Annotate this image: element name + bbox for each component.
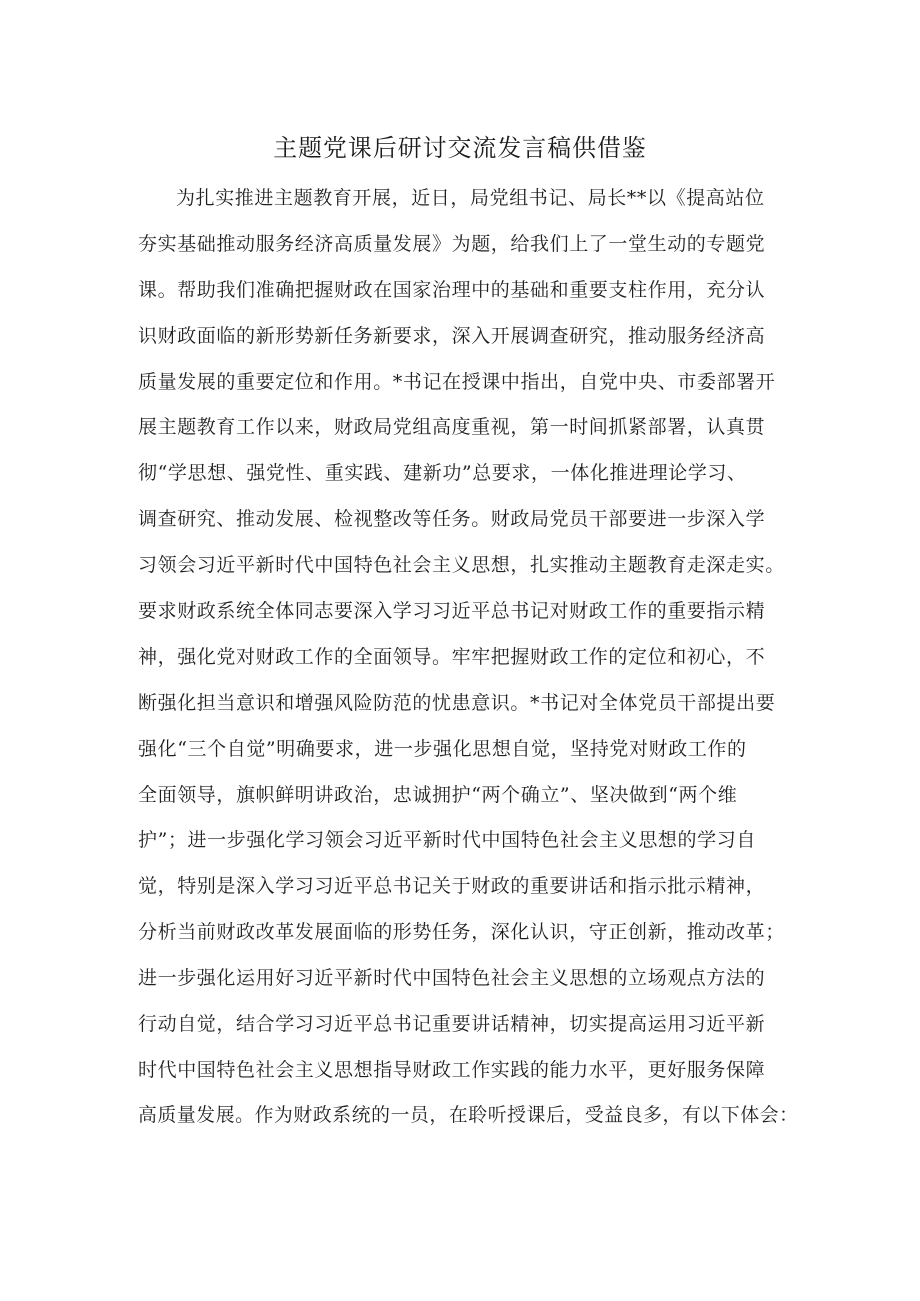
paragraph-line: 神，强化党对财政工作的全面领导。牢牢把握财政工作的定位和初心，不 xyxy=(138,645,766,668)
paragraph-line: 分析当前财政改革发展面临的形势任务，深化认识，守正创新，推动改革； xyxy=(138,921,785,944)
paragraph-line: 进一步强化运用好习近平新时代中国特色社会主义思想的立场观点方法的 xyxy=(138,967,766,990)
paragraph-line: 断强化担当意识和增强风险防范的忧患意识。*书记对全体党员干部提出要 xyxy=(138,691,776,714)
document-title: 主题党课后研讨交流发言稿供借鉴 xyxy=(273,134,647,162)
paragraph-line: 护”；进一步强化学习领会习近平新时代中国特色社会主义思想的学习自 xyxy=(138,829,756,852)
paragraph-line: 课。帮助我们准确把握财政在国家治理中的基础和重要支柱作用，充分认 xyxy=(138,278,766,301)
paragraph-line: 彻“学思想、强党性、重实践、建新功”总要求，一体化推进理论学习、 xyxy=(138,462,747,485)
paragraph-line: 觉，特别是深入学习习近平总书记关于财政的重要讲话和指示批示精神， xyxy=(138,875,766,898)
paragraph-line: 要求财政系统全体同志要深入学习习近平总书记对财政工作的重要指示精 xyxy=(138,600,766,623)
paragraph-line: 调查研究、推动发展、检视整改等任务。财政局党员干部要进一步深入学 xyxy=(138,508,766,531)
paragraph-line: 为扎实推进主题教育开展，近日，局党组书记、局长**以《提高站位 xyxy=(176,187,765,209)
paragraph-line: 习领会习近平新时代中国特色社会主义思想，扎实推动主题教育走深走实。 xyxy=(138,554,785,577)
paragraph-line: 时代中国特色社会主义思想指导财政工作实践的能力水平，更好服务保障 xyxy=(138,1058,766,1081)
paragraph-line: 识财政面临的新形势新任务新要求，深入开展调查研究，推动服务经济高 xyxy=(138,324,766,347)
document-body xyxy=(138,184,798,1148)
paragraph-line: 质量发展的重要定位和作用。*书记在授课中指出，自党中央、市委部署开 xyxy=(138,370,776,393)
paragraph-line: 全面领导，旗帜鲜明讲政治，忠诚拥护“两个确立”、坚决做到“两个维 xyxy=(138,783,738,806)
paragraph-line: 高质量发展。作为财政系统的一员，在聆听授课后，受益良多，有以下体会： xyxy=(138,1104,799,1126)
paragraph-line: 行动自觉，结合学习习近平总书记重要讲话精神，切实提高运用习近平新 xyxy=(138,1013,766,1036)
paragraph-line: 展主题教育工作以来，财政局党组高度重视，第一时间抓紧部署，认真贯 xyxy=(138,416,766,439)
paragraph-line: 夯实基础推动服务经济高质量发展》为题，给我们上了一堂生动的专题党 xyxy=(138,232,766,255)
paragraph-line: 强化“三个自觉”明确要求，进一步强化思想自觉，坚持党对财政工作的 xyxy=(138,737,747,760)
